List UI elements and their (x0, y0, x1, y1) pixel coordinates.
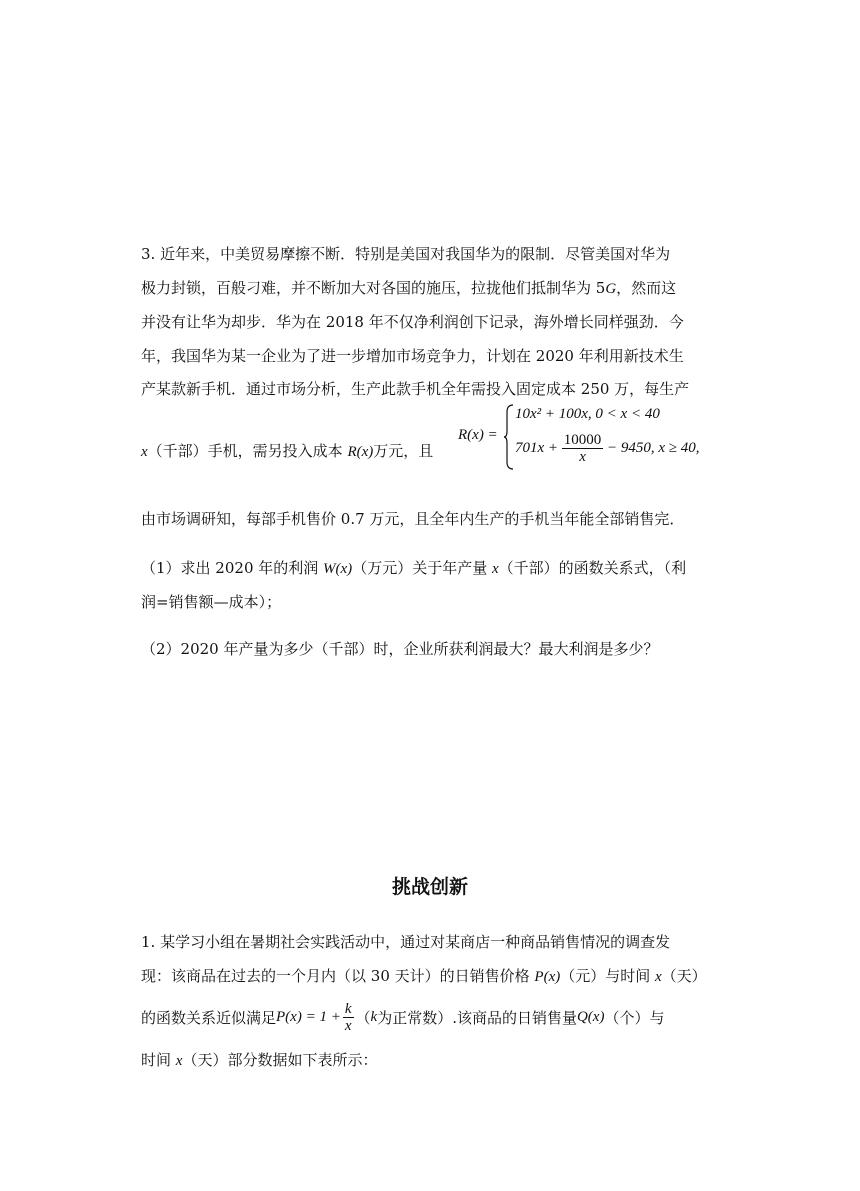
problem3-line5: 产某款新手机．通过市场分析，生产此款手机全年需投入固定成本 250 万，每生产 (141, 380, 690, 398)
challenge1-line2: 现：该商品在过去的一个月内（以 30 天计）的日销售价格 P(x)（元）与时间 x（天） (141, 967, 707, 985)
challenge1-line1: 1. 某学习小组在暑期社会实践活动中，通过对某商店一种商品销售情况的调查发 (141, 933, 671, 951)
problem3-line1: 3. 近年来，中美贸易摩擦不断．特别是美国对我国华为的限制．尽管美国对华为 (141, 245, 671, 263)
piecewise-case2: 701x + $\frac{10000}{x}$ − 9450, x ≥ 40, (515, 432, 700, 465)
problem3-line3: 并没有让华为却步．华为在 2018 年不仅净利润创下记录，海外增长同样强劲．今 (141, 313, 684, 331)
problem3-line2: 极力封锁，百般刁难，并不断加大对各国的施压，拉拢他们抵制华为 5G，然而这 (141, 279, 677, 297)
piecewise-lhs: R(x) = (458, 427, 498, 443)
question1-line2: 润=销售额—成本）； (141, 593, 282, 611)
left-brace (503, 404, 515, 470)
challenge1-line3: 的函数关系近似满足 P(x) = 1 + $\frac{k}{x}$ （ k 为正常数）.该商品的日销售量 Q(x) （个）与 (141, 1000, 665, 1034)
section-title: 挑战创新 (391, 876, 468, 898)
question2: （2）2020 年产量为多少（千部）时，企业所获利润最大？最大利润是多少？ (141, 640, 659, 658)
fraction-k-over-x: $\frac{k}{x}$ (344, 1000, 352, 1034)
fraction-10000-over-x: $\frac{10000}{x}$ (563, 432, 602, 465)
problem3-line4: 年，我国华为某一企业为了进一步增加市场竞争力，计划在 2020 年利用新技术生 (141, 347, 684, 365)
challenge1-line4: 时间 x（天）部分数据如下表所示： (141, 1051, 378, 1069)
piecewise-case1: 10x² + 100x, 0 < x < 40 (515, 406, 660, 422)
problem3-line7: 由市场调研知，每部手机售价 0.7 万元，且全年内生产的手机当年能全部销售完． (141, 510, 685, 528)
question1-line1: （1）求出 2020 年的利润 W(x)（万元）关于年产量 x（千部）的函数关系式，（利 (141, 559, 687, 577)
problem3-line6: x（千部）手机，需另投入成本 R(x)万元，且 (141, 442, 434, 460)
